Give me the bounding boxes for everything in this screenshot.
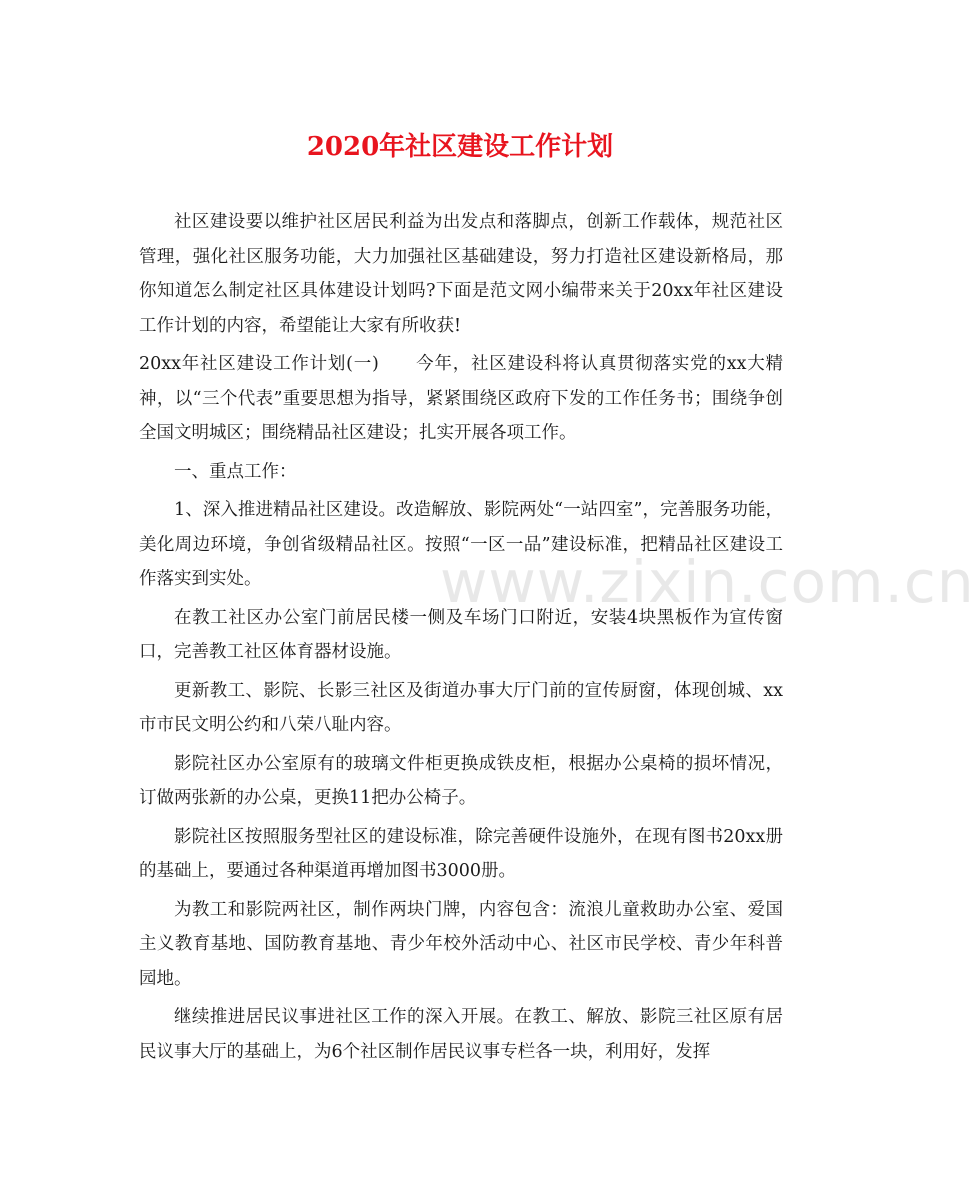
body-paragraph: 1、深入推进精品社区建设。改造解放、影院两处“一站四室”，完善服务功能，美化周边环境，争创省级精品社区。按照“一区一品”建设标准，把精品社区建设工作落实到实处。 <box>139 500 783 589</box>
plan-one-paragraph: 20xx年社区建设工作计划(一) 今年，社区建设科将认真贯彻落实党的xx大精神，以“三个代表”重要思想为指导，紧紧围绕区政府下发的工作任务书；围绕争创全国文明城区；围绕精品社区建设；扎实开展各项工作。 <box>139 354 783 443</box>
section-heading: 一、重点工作： <box>174 461 297 482</box>
body-paragraph: 影院社区按照服务型社区的建设标准，除完善硬件设施外，在现有图书20xx册的基础上，要通过各种渠道再增加图书3000册。 <box>139 826 783 881</box>
document-title: 2020年社区建设工作计划 <box>306 132 614 162</box>
body-paragraph: 为教工和影院两社区，制作两块门牌，内容包含：流浪儿童救助办公室、爱国主义教育基地、国防教育基地、青少年校外活动中心、社区市民学校、青少年科普园地。 <box>139 899 783 989</box>
watermark-text: www.zixin.com.cn <box>440 548 975 616</box>
document-body <box>139 205 783 1069</box>
body-paragraph: 影院社区办公室原有的玻璃文件柜更换成铁皮柜，根据办公桌椅的损坏情况，订做两张新的办公桌，更换11把办公椅子。 <box>139 753 783 808</box>
body-paragraph: 更新教工、影院、长影三社区及街道办事大厅门前的宣传厨窗，体现创城、xx市市民文明公约和八荣八耻内容。 <box>139 680 783 735</box>
body-paragraph: 在教工社区办公室门前居民楼一侧及车场门口附近，安装4块黑板作为宣传窗口，完善教工社区体育器材设施。 <box>139 607 783 662</box>
body-paragraph: 继续推进居民议事进社区工作的深入开展。在教工、解放、影院三社区原有居民议事大厅的基础上，为6个社区制作居民议事专栏各一块，利用好，发挥 <box>139 1007 783 1062</box>
intro-paragraph: 社区建设要以维护社区居民利益为出发点和落脚点，创新工作载体，规范社区管理，强化社区服务功能，大力加强社区基础建设，努力打造社区建设新格局，那你知道怎么制定社区具体建设计划吗?下面是范文网小编带来关于20xx年社区建设工作计划的内容，希望能让大家有所收获! <box>139 212 783 336</box>
